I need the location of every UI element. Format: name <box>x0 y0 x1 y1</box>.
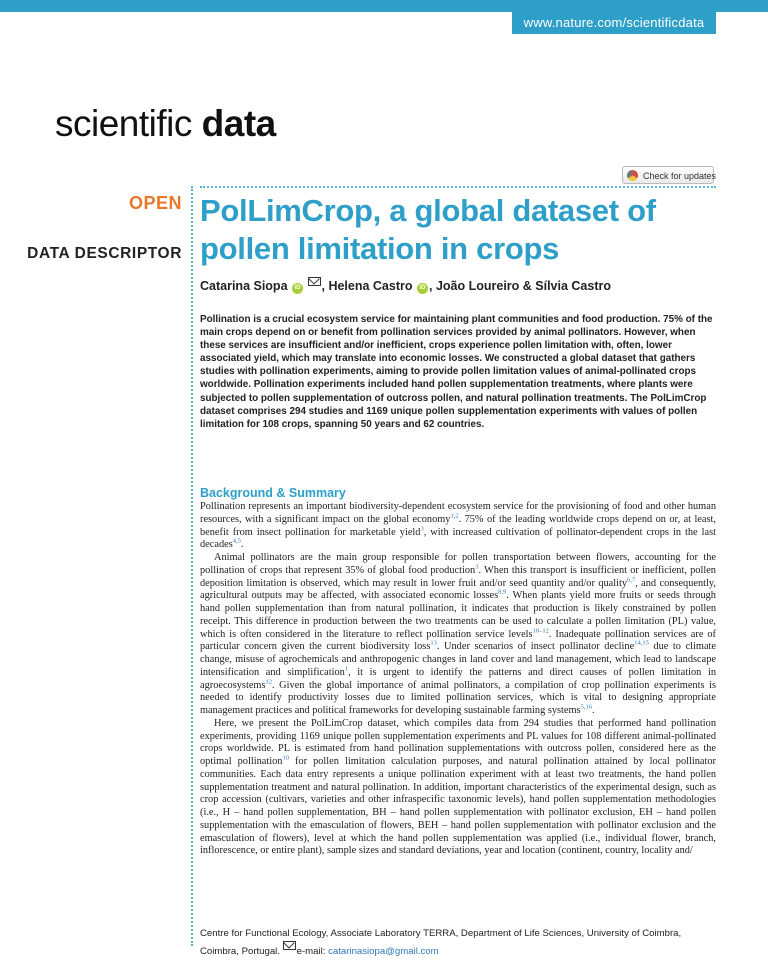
horizontal-divider <box>200 186 716 188</box>
orcid-icon[interactable]: iD <box>292 283 303 294</box>
section-heading: Background & Summary <box>200 486 346 500</box>
citation-link[interactable]: 13 <box>430 639 437 647</box>
affiliation-footer <box>200 928 716 958</box>
citation-link[interactable]: 3 <box>420 525 424 533</box>
email-link[interactable]: catarinasiopa@gmail.com <box>328 945 439 957</box>
open-access-label: OPEN <box>128 193 182 213</box>
citation-link[interactable]: 1 <box>344 665 349 673</box>
author-link[interactable]: , João Loureiro & Sílvia Castro <box>429 279 611 293</box>
abstract: Pollination is a crucial ecosystem service for maintaining plant communities and food production. 75% of the main crops depend on or benefit from pollination services provided by animal pollinators. However, when these services are insufficient and/or inefficient, crops experience pollen limitation with, often, lower associated yield, which may translate into economic losses. We constructed a global dataset that gathers studies with pollination experiments, aiming to provide pollen limitation values of animal-pollinated crops worldwide. Pollination experiments included hand pollen supplementation treatments, where plants were subjected to pollen supplementation of outcross pollen, and natural pollination treatments. The PolLimCrop dataset comprises 294 studies and 1169 unique pollen supplementation experiments with values of pollen limitation for 108 crops, spanning 50 years and 62 countries. <box>200 314 713 430</box>
orcid-icon[interactable]: iD <box>417 283 428 294</box>
paragraph: Here, we present the PolLimCrop dataset, which compiles data from 294 studies that performed hand pollination experiments, providing 1169 unique pollen supplementation experiments and PL values for 108 different animal-pollinated crops worldwide. PL is estimated from hand pollination supplementations with outcross pollen, considered here as the optimal pollination$^{10}$ for pollen limitation calculation purposes, and natural pollination attained by local pollinator communities. Each data entry represents a unique pollination experiment with at least two treatments, the hand pollen supplementation treatment and natural pollination. In addition, important characteristics of the experimental design, such as crop accession (cultivars, varieties and other infraspecific taxonomic levels), hand pollen supplementation methodologies (i.e., H – hand pollen supplementation, BH – hand pollen supplementation with pollinator exclusion, EH – hand pollen supplementation with the emasculation of flowers, BEH – hand pollen supplementation with pollinator exclusion and the emasculation of flowers), level at which the hand pollen supplementation was applied (i.e., individual flower, branch, inflorescence, or entire plant), sample sizes and standard deviations, year and location (continent, country, locality and/ <box>200 717 716 857</box>
check-for-updates-button[interactable] <box>622 166 717 184</box>
logo-bold-text: data <box>201 103 276 144</box>
check-updates-label: Check for updates <box>643 171 717 181</box>
citation-link[interactable]: 1,2 <box>450 512 459 520</box>
vertical-divider <box>191 186 193 946</box>
citation-link[interactable]: 8,9 <box>498 588 507 596</box>
paragraph: Pollination represents an important biodiversity-dependent ecosystem service for the provisioning of food and other human resources, with a significant impact on the global economy$^{1,2}$. 75% of the leading worldwide crops depend on or, at least, benefit from insect pollination for marketable yield$^3$, with increased cultivation of pollinator-dependent crops in the last decades$^{4,5}$. <box>200 501 716 551</box>
envelope-icon[interactable] <box>308 277 321 286</box>
citation-link[interactable]: 14,15 <box>634 639 649 647</box>
journal-logo <box>55 100 276 148</box>
citation-link[interactable]: 3 <box>475 563 479 571</box>
journal-url-tab[interactable]: www.nature.com/scientificdata <box>512 12 716 34</box>
citation-link[interactable]: 12 <box>265 678 272 686</box>
logo-light-text: scientific <box>55 103 192 144</box>
author-link[interactable]: , Helena Castro <box>321 279 413 293</box>
author-link[interactable]: Catarina Siopa <box>200 279 288 293</box>
citation-link[interactable]: 10 <box>282 754 289 762</box>
article-body <box>200 501 716 858</box>
top-bar <box>0 0 768 12</box>
citation-link[interactable]: 5,16 <box>580 703 592 711</box>
citation-link[interactable]: 6,7 <box>627 576 636 584</box>
citation-link[interactable]: 10–12 <box>532 627 549 635</box>
paragraph: Animal pollinators are the main group responsible for pollen transportation between flowers, accounting for the pollination of crops that represent 35% of global food production$^3$. When this transport is insufficient or inefficient, pollen deposition limitation is observed, which may result in lower fruit and/or seed quantity and/or quality$^{6,7}$, and consequently, agricultural outputs may be affected, with associated economic losses$^{8,9}$. When plants yield more fruits or seeds through hand pollen supplementation than from natural pollination, it indicates that production is likely constrained by pollen receipt. This difference in production between the two treatments can be used to calculate a pollen limitation (PL) value, which is often considered in the literature to reflect pollination service levels$^{10-12}$. Inadequate pollination services are of particular concern given the current biodiversity loss$^{13}$. Under scenarios of insect pollinator decline$^{14,15}$ due to climate change, misuse of agrochemicals and anthropogenic changes in land cover and land management, which lead to landscape intensification and simplification$^1$, it is urgent to identify the patterns and direct causes of pollen limitation in agroecosystems$^{12}$. Given the global importance of animal pollinators, a compilation of crop pollination experiments is needed to identify productivity losses due to limited pollination services, which is vital to designing appropriate management practices and political frameworks for developing sustainable farming systems$^{5,16}$. <box>200 552 717 716</box>
article-title: PolLimCrop, a global dataset of pollen limitation in crops <box>200 193 656 266</box>
email-label: e-mail: <box>296 945 329 957</box>
affiliation-text: Centre for Functional Ecology, Associate Laboratory TERRA, Department of Life Sciences, University of Coimbra, Coimbra, Portugal. <box>200 928 682 957</box>
author-list <box>200 277 611 294</box>
article-type-label: DATA DESCRIPTOR <box>27 245 182 262</box>
crossmark-icon <box>627 170 638 181</box>
citation-link[interactable]: 4,5 <box>232 537 241 545</box>
envelope-icon <box>283 941 296 950</box>
